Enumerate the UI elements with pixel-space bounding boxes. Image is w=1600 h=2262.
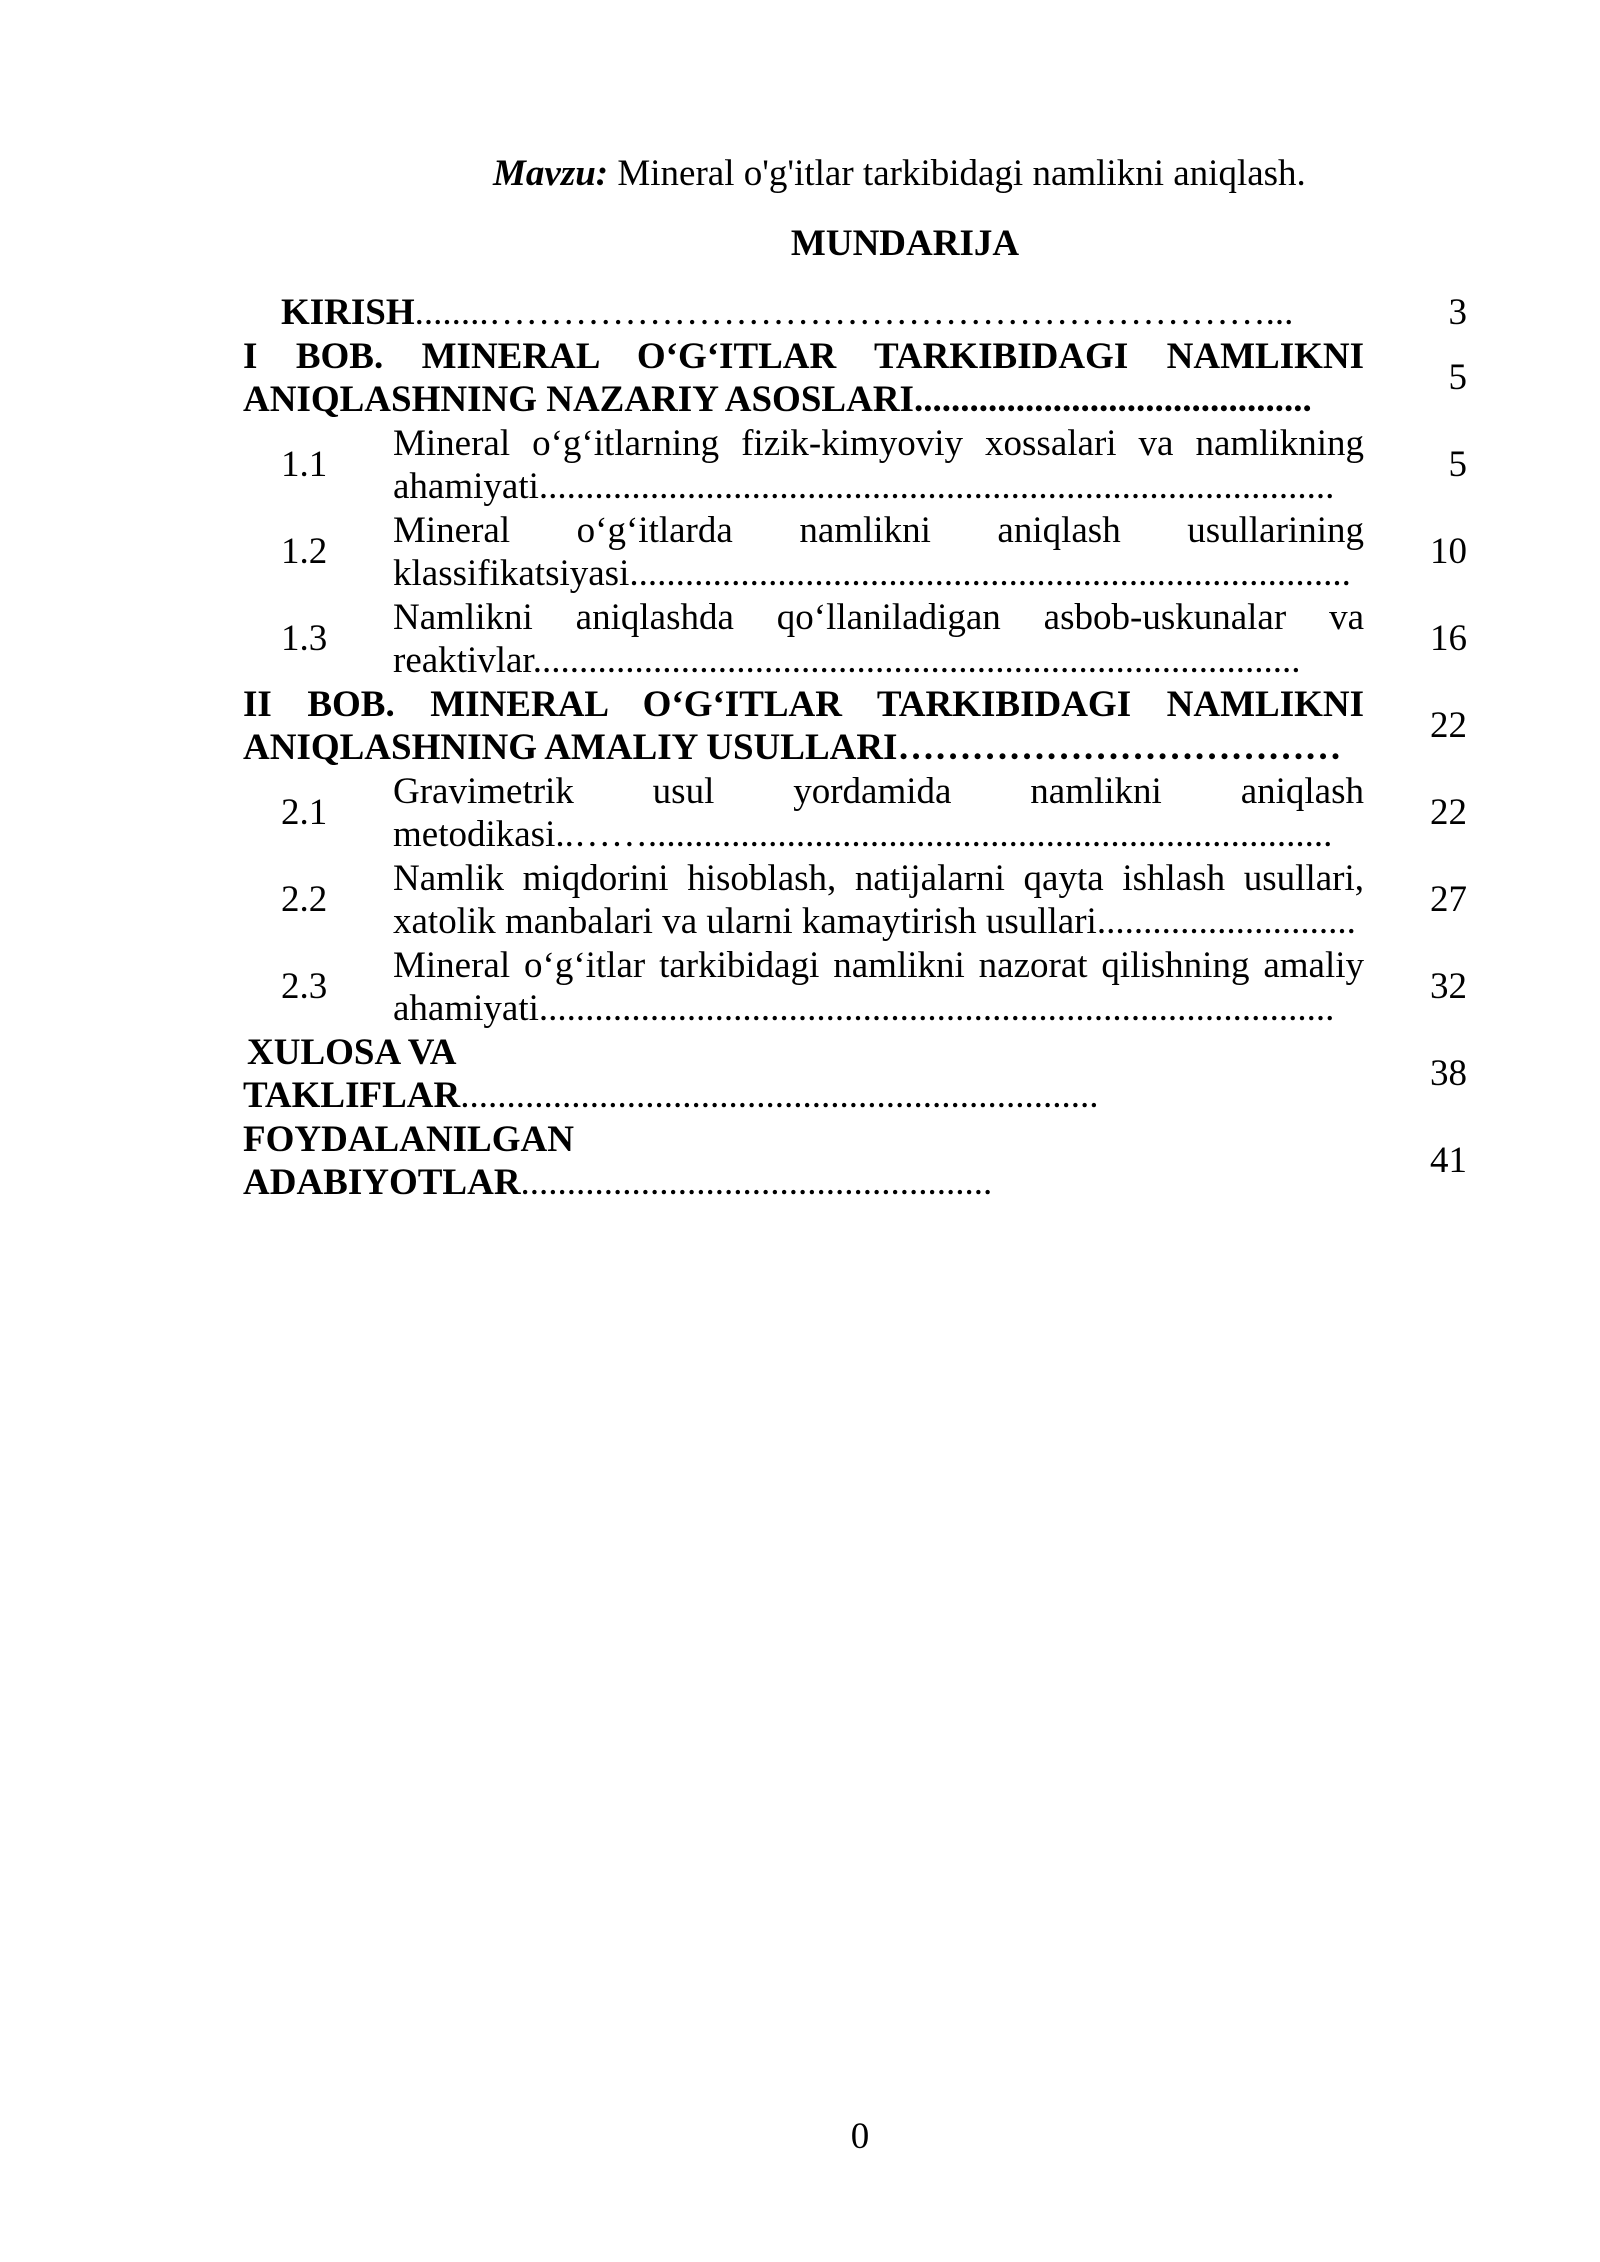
toc-entry-conclusion [243, 1031, 1473, 1118]
toc-page-number: 38 [1430, 1053, 1467, 1095]
toc-entry-section-1-2 [243, 509, 1473, 596]
section-title: Mineral o‘g‘itlarda namlikni aniqlash usullarining klassifikatsiyasi [393, 509, 1364, 594]
toc-entry-title [243, 291, 1364, 335]
leader-dots: .............................................................................. [629, 553, 1351, 594]
section-number: 2.1 [281, 792, 328, 834]
toc-page-number: 16 [1430, 618, 1467, 660]
toc-entry-chapter-2 [243, 683, 1473, 770]
topic-text: Mineral o'g'itlar tarkibidagi namlikni aniqlash. [608, 153, 1306, 194]
intro-title: KIRISH [281, 292, 415, 333]
toc-page-number: 3 [1448, 292, 1467, 333]
toc-entry-title [393, 509, 1364, 596]
toc-page-number: 41 [1430, 1140, 1467, 1182]
leader-dots: ..…….......................................................................... [555, 814, 1333, 855]
chapter-1-title: I BOB. MINERAL O‘G‘ITLAR TARKIBIDAGI NAMLIKNI ANIQLASHNING NAZARIY ASOSLARI [243, 335, 1364, 420]
leader-dots: ........………………………………………………………... [414, 292, 1294, 333]
section-title: Mineral o‘g‘itlar tarkibidagi namlikni nazorat qilishning amaliy ahamiyati [393, 944, 1364, 1029]
leader-dots: ................................................................................... [532, 640, 1301, 681]
toc-entry-section-2-1 [243, 770, 1473, 857]
toc-entry-intro [243, 291, 1473, 335]
table-of-contents [243, 291, 1473, 1205]
leader-dots: ............................ [1096, 901, 1356, 942]
toc-entry-title [243, 1031, 1364, 1118]
section-title: Gravimetrik usul yordamida namlikni aniqlash metodikasi [393, 770, 1364, 855]
leader-dots: ........................................... [913, 379, 1312, 420]
toc-heading: MUNDARIJA [790, 223, 1020, 264]
toc-entry-title [243, 683, 1364, 770]
section-number: 2.2 [281, 879, 328, 921]
section-title: Namlik miqdorini hisoblash, natijalarni qayta ishlash usullari, xatolik manbalari va ularni kamaytirish usullari [393, 857, 1364, 942]
chapter-2-title: II BOB. MINERAL O‘G‘ITLAR TARKIBIDAGI NAMLIKNI ANIQLASHNING AMALIY USULLARI [243, 683, 1364, 768]
topic-label: Mavzu: [493, 153, 609, 194]
toc-entry-title [393, 857, 1364, 944]
toc-page-number: 22 [1430, 792, 1467, 834]
references-title-line-1: FOYDALANILGAN [243, 1118, 574, 1160]
section-title: Mineral o‘g‘itlarning fizik-kimyoviy xossalari va namlikning ahamiyati [393, 422, 1364, 507]
topic-line [493, 152, 1306, 196]
section-number: 2.3 [281, 966, 328, 1008]
toc-entry-title [243, 1118, 1364, 1205]
section-number: 1.1 [281, 444, 328, 486]
toc-entry-title [393, 944, 1364, 1031]
leader-dots: ..................................................................... [460, 1075, 1099, 1116]
leader-dots: ...................................................................................... [538, 988, 1335, 1029]
toc-entry-title [393, 770, 1364, 857]
toc-page-number: 22 [1430, 705, 1467, 747]
toc-entry-title [393, 422, 1364, 509]
toc-entry-title [393, 596, 1364, 683]
toc-entry-section-1-3 [243, 596, 1473, 683]
toc-page-number: 32 [1430, 966, 1467, 1008]
references-title-line-2: ADABIYOTLAR [243, 1162, 521, 1203]
toc-page-number: 10 [1430, 531, 1467, 573]
conclusion-title-line-1: XULOSA VA [247, 1031, 457, 1073]
toc-entry-section-2-2 [243, 857, 1473, 944]
section-number: 1.2 [281, 531, 328, 573]
toc-page-number: 27 [1430, 879, 1467, 921]
leader-dots: ................................................... [520, 1162, 993, 1203]
toc-entry-section-1-1 [243, 422, 1473, 509]
section-title: Namlikni aniqlashda qo‘llaniladigan asbob-uskunalar va reaktivlar [393, 596, 1364, 681]
conclusion-title-line-2: TAKLIFLAR [243, 1075, 461, 1116]
toc-entry-title [243, 335, 1364, 422]
toc-page-number: 5 [1448, 444, 1467, 486]
toc-entry-references [243, 1118, 1473, 1205]
section-number: 1.3 [281, 618, 328, 660]
page-number: 0 [850, 2116, 870, 2157]
leader-dots: ……………………………… [897, 727, 1342, 768]
toc-page-number: 5 [1448, 357, 1467, 399]
toc-entry-chapter-1 [243, 335, 1473, 422]
toc-entry-section-2-3 [243, 944, 1473, 1031]
leader-dots: ...................................................................................... [538, 466, 1335, 507]
